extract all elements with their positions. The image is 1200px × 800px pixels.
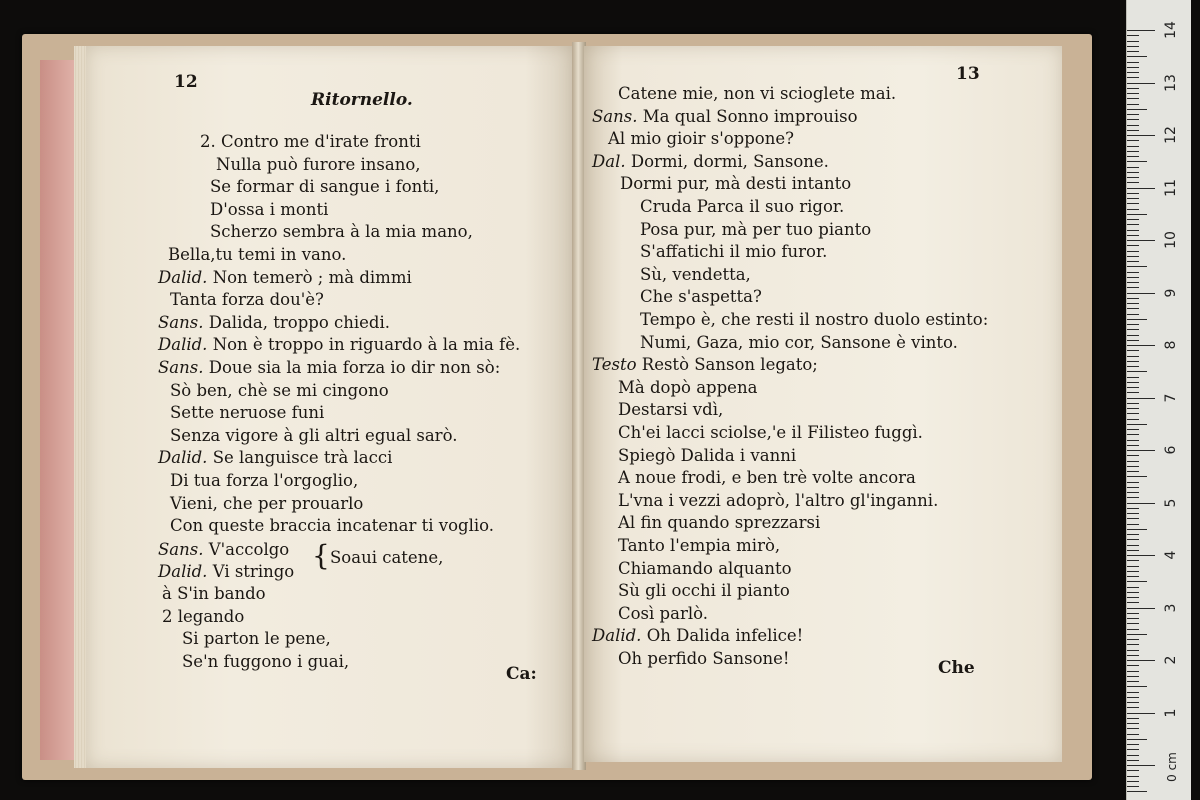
ruler-tick [1127,744,1139,745]
verse-text: D'ossa i monti [210,199,329,219]
verse-text: Oh perfido Sansone! [618,649,790,668]
ruler-tick [1127,429,1139,430]
verse-text: A noue frodi, e ben trè volte ancora [618,468,916,488]
verse-text: Spiegò Dalida i vanni [618,445,797,465]
ruler-tick [1127,67,1139,68]
ruler-tick [1127,77,1139,78]
ruler-tick [1127,219,1139,220]
ruler-tick [1127,387,1139,388]
verse-text: S'affatichi il mio furor. [640,242,828,262]
ruler-tick [1127,786,1139,787]
text-line [618,400,723,419]
ruler-tick [1127,597,1139,598]
ruler-label: 11 [1163,178,1179,197]
verse-text: Che s'aspetta? [640,287,762,307]
ruler-tick [1127,104,1139,105]
text-line [618,536,780,555]
ruler-tick [1127,266,1147,267]
text-line: 2 legando [162,606,245,626]
ruler-tick [1127,51,1139,52]
ruler-tick [1127,576,1139,577]
text-line: Si parton le pene, [182,629,331,649]
verse-text: Tempo è, che resti il nostro duolo estinto: [640,310,989,329]
ruler-tick [1127,277,1139,278]
ruler-tick [1127,177,1139,178]
ruler-tick [1127,524,1139,525]
ruler-tick [1127,781,1139,782]
ruler-tick [1127,434,1139,435]
verse-text: Vi stringo [212,562,295,581]
text-line [592,152,829,171]
ruler-tick [1127,41,1139,42]
ruler-tick [1127,492,1139,493]
ruler-tick [1127,135,1155,136]
ruler-tick [1127,371,1147,372]
speaker-label: Dal. [592,151,626,171]
ruler-tick [1127,272,1139,273]
text-line [592,626,803,645]
ruler-label: 9 [1163,288,1179,297]
page-number-right: 13 [956,64,980,84]
ruler-tick [1127,256,1139,257]
text-line [158,448,392,467]
text-line [158,313,390,332]
ruler-tick [1127,718,1139,719]
verse-text: Sò ben, chè se mi cingono [170,380,389,400]
ruler-tick [1127,518,1139,519]
text-line [618,649,790,668]
ruler-tick [1127,230,1139,231]
ruler-tick [1127,93,1139,94]
text-line [216,155,421,174]
ruler-tick [1127,776,1139,777]
text-line [170,494,363,513]
duet-line-dalid [158,562,294,581]
ruler-tick [1127,398,1155,399]
verse-text: Doue sia la mia forza io dir non sò: [208,358,501,377]
text-line [640,287,762,306]
verse-text: Dalida, troppo chiedi. [208,312,390,332]
ruler-tick [1127,623,1139,624]
ruler-tick [1127,83,1155,84]
text-line [618,581,790,600]
text-line [618,491,938,510]
verse-text: Non temerò ; mà dimmi [212,267,412,287]
text-line [640,310,988,329]
speaker-label: Dalid. [592,626,642,646]
text-line [640,265,751,284]
text-line [170,403,324,422]
ruler-tick [1127,156,1139,157]
ruler-tick [1127,755,1139,756]
ruler-tick [1127,335,1139,336]
ruler-tick [1127,508,1139,509]
ruler-tick [1127,419,1139,420]
verse-text: Dormi pur, mà desti intanto [620,174,852,194]
ruler-tick [1127,198,1139,199]
verse-text: Nulla può furore insano, [216,154,421,174]
text-line [618,84,896,103]
ruler-tick [1127,392,1139,393]
ruler-tick [1127,350,1139,351]
verse-text: Tanta forza dou'è? [170,290,324,310]
ruler-tick [1127,345,1155,346]
ruler-tick [1127,765,1155,766]
ruler-tick [1127,445,1139,446]
ruler-label: 12 [1163,126,1179,144]
text-line: à S'in bando [162,584,266,603]
text-line [640,197,844,216]
verse-text: Chiamando alquanto [618,558,792,578]
verse-text: Catene mie, non vi scioglete mai. [618,84,897,103]
ruler-tick [1127,282,1139,283]
ruler-tick [1127,644,1139,645]
ruler-tick [1127,119,1139,120]
ruler-tick [1127,324,1139,325]
ruler-tick [1127,629,1139,630]
ruler-tick [1127,608,1155,609]
ruler-tick [1127,450,1155,451]
ruler-tick [1127,686,1147,687]
left-page [86,46,574,768]
verse-text: Se languisce trà lacci [212,448,393,468]
verse-text: Così parlò. [618,603,709,623]
verse-text: Scherzo sembra à la mia mano, [210,222,473,242]
speaker-label: Dalid. [158,448,208,468]
ruler-tick [1127,98,1139,99]
ruler-tick [1127,634,1147,635]
ruler-tick [1127,203,1139,204]
ruler-tick [1127,377,1139,378]
text-line [618,468,916,487]
ruler-tick [1127,308,1139,309]
ruler-tick [1127,146,1139,147]
page-number-left: 12 [174,72,198,92]
ruler-tick [1127,461,1139,462]
ruler-tick [1127,62,1139,63]
ruler-label: 7 [1163,393,1179,402]
ruler-tick [1127,581,1147,582]
speaker-label: Sans. [158,312,204,332]
verse-text: Restò Sanson legato; [641,355,818,375]
text-line [618,604,708,623]
text-line [168,245,346,264]
text-line [618,378,757,397]
ruler-tick [1127,487,1139,488]
text-line [592,355,818,374]
ruler-tick [1127,424,1147,425]
text-line: Se'n fuggono i guai, [182,651,350,671]
verse-text: Mà dopò appena [618,377,758,397]
ruler-label: 8 [1163,340,1179,350]
right-page [584,46,1062,762]
ruler-tick [1127,314,1139,315]
ruler-label: 3 [1163,603,1179,612]
ruler-tick [1127,293,1155,294]
text-line [200,132,421,151]
ruler-tick [1127,455,1139,456]
verse-text: Oh Dalida infelice! [646,626,804,646]
text-line [170,516,494,535]
text-line [158,358,500,377]
ruler-tick [1127,702,1139,703]
ruler-tick [1127,161,1147,162]
ruler-tick [1127,728,1139,729]
ruler-tick [1127,251,1139,252]
ruler-tick [1127,613,1139,614]
ruler-tick [1127,770,1139,771]
ruler-tick [1127,30,1155,31]
ruler-tick [1127,298,1139,299]
ruler-tick [1127,587,1139,588]
ruler-tick [1127,356,1139,357]
ruler-tick [1127,319,1147,320]
ruler-label: 5 [1163,498,1179,507]
ruler-tick [1127,440,1139,441]
ruler-tick [1127,46,1139,47]
verse-text: Ch'ei lacci sciolse,'e il Filisteo fuggì. [618,423,923,442]
ruler-tick [1127,88,1139,89]
verse-text: Sù, vendetta, [640,264,751,284]
ruler-tick [1127,340,1139,341]
ruler-tick [1127,639,1139,640]
ruler-tick [1127,151,1139,152]
ruler-tick [1127,114,1139,115]
text-line [618,513,820,532]
ruler-tick [1127,707,1139,708]
verse-text: Al mio gioir s'oppone? [608,129,794,149]
ruler-tick [1127,571,1139,572]
ruler-tick [1127,749,1139,750]
verse-text: Tanto l'empia mirò, [618,536,781,555]
ruler-tick [1127,671,1139,672]
ruler-tick [1127,503,1155,504]
speaker-label: Testo [592,355,637,375]
ruler-tick [1127,560,1139,561]
ruler-tick [1127,182,1139,183]
speaker-label: Dalid. [158,267,208,287]
ruler-tick [1127,734,1139,735]
speaker-label: Dalid. [158,335,208,355]
ruler-tick [1127,224,1139,225]
ruler-label: 4 [1163,550,1179,560]
verse-text: Bella,tu temi in vano. [168,245,347,264]
verse-text: Al fin quando sprezzarsi [618,513,821,533]
ruler-tick [1127,240,1155,241]
ruler-tick [1127,497,1139,498]
text-line [618,559,792,578]
ruler-tick [1127,193,1139,194]
ruler-tick [1127,403,1139,404]
ruler-tick [1127,665,1139,666]
text-line [640,333,958,352]
ruler-tick [1127,172,1139,173]
catchword-right: Che [938,658,975,678]
ruler-tick [1127,261,1139,262]
verse-text: V'accolgo [208,540,290,559]
ruler-tick [1127,476,1147,477]
ruler-label: 10 [1163,231,1179,249]
verse-text: Posa pur, mà per tuo pianto [640,219,872,239]
verse-text: Di tua forza l'orgoglio, [170,471,359,490]
ruler-tick [1127,697,1139,698]
verse-text: Ma qual Sonno improuiso [642,106,858,126]
verse-text: Se formar di sangue i fonti, [210,177,440,197]
ruler-tick [1127,56,1147,57]
text-line [608,129,794,148]
ruler-tick [1127,209,1139,210]
ruler-tick [1127,471,1139,472]
text-line [170,290,324,309]
text-line [618,446,796,465]
verse-text: Dormi, dormi, Sansone. [630,151,829,171]
verse-text: Vieni, che per prouarlo [170,493,364,513]
ruler-tick [1127,287,1139,288]
ruler-tick [1127,713,1155,714]
verse-text: Cruda Parca il suo rigor. [640,197,845,216]
ruler-tick [1127,235,1139,236]
catchword-left: Ca: [506,664,537,684]
verse-text: Numi, Gaza, mio cor, Sansone è vinto. [640,332,958,352]
ruler-tick [1127,72,1139,73]
text-line [210,177,439,196]
verse-text: L'vna i vezzi adoprò, l'altro gl'inganni. [618,490,939,510]
text-line [158,268,412,287]
ruler-tick [1127,167,1139,168]
text-line [640,220,871,239]
ruler-tick [1127,676,1139,677]
ruler-tick [1127,109,1147,110]
text-line [210,200,328,219]
text-line [170,426,457,445]
ruler-tick [1127,408,1139,409]
ruler-tick [1127,692,1139,693]
ruler-tick [1127,566,1139,567]
ruler-tick [1127,214,1147,215]
measurement-ruler [1126,0,1191,800]
text-line [170,381,389,400]
ruler-tick [1127,723,1139,724]
ruler-tick [1127,602,1139,603]
speaker-label: Sans. [592,106,638,126]
ruler-label: 6 [1163,445,1179,455]
verse-text: 2. Contro me d'irate fronti [200,132,421,151]
verse-text: Senza vigore à gli altri egual sarò. [170,425,458,445]
text-line [158,335,520,354]
ruler-tick [1127,329,1139,330]
text-line [592,107,858,126]
ruler-tick [1127,413,1139,414]
text-line [170,471,358,490]
ruler-tick [1127,592,1139,593]
ruler-tick [1127,482,1139,483]
ruler-label: 1 [1163,708,1179,717]
ruler-tick [1127,534,1139,535]
ruler-tick [1127,245,1139,246]
ruler-tick [1127,529,1147,530]
ruler-tick [1127,681,1139,682]
ruler-tick [1127,791,1147,792]
speaker-label: Sans. [158,540,204,559]
ruler-tick [1127,125,1139,126]
ruler-tick [1127,382,1139,383]
ruler-tick [1127,35,1139,36]
ruler-tick [1127,655,1139,656]
ruler-tick [1127,618,1139,619]
text-line [620,174,851,193]
ruler-tick [1127,366,1139,367]
ruler-tick [1127,660,1155,661]
ruler-tick [1127,760,1139,761]
verse-text: Sù gli occhi il pianto [618,581,790,601]
verse-text: Destarsi vdì, [618,400,724,420]
ruler-label: 2 [1163,655,1179,665]
ruler-label: 13 [1163,73,1179,92]
duet-shared-text: Soaui catene, [330,548,444,567]
page-heading: Ritornello. [311,90,413,110]
text-line [640,242,827,261]
ruler-tick [1127,130,1139,131]
ruler-tick [1127,545,1139,546]
ruler-tick [1127,539,1139,540]
verse-text: Con queste braccia incatenar ti voglio. [170,516,495,536]
ruler-tick [1127,140,1139,141]
ruler-tick [1127,361,1139,362]
ruler-tick [1127,555,1155,556]
ruler-tick [1127,550,1139,551]
ruler-tick [1127,650,1139,651]
ruler-tick [1127,188,1155,189]
speaker-label: Sans. [158,358,204,377]
text-line [618,423,923,442]
ruler-tick [1127,739,1147,740]
ruler-tick [1127,303,1139,304]
text-line [210,222,473,241]
brace-glyph: { [312,539,330,572]
ruler-label: 14 [1163,21,1179,39]
duet-line-sans [158,540,289,559]
speaker-label: Dalid. [158,562,208,581]
ruler-unit-label: 0 cm [1164,752,1179,782]
verse-text: Non è troppo in riguardo à la mia fè. [212,335,521,355]
ruler-tick [1127,466,1139,467]
verse-text: Sette neruose funi [170,403,325,423]
ruler-tick [1127,513,1139,514]
